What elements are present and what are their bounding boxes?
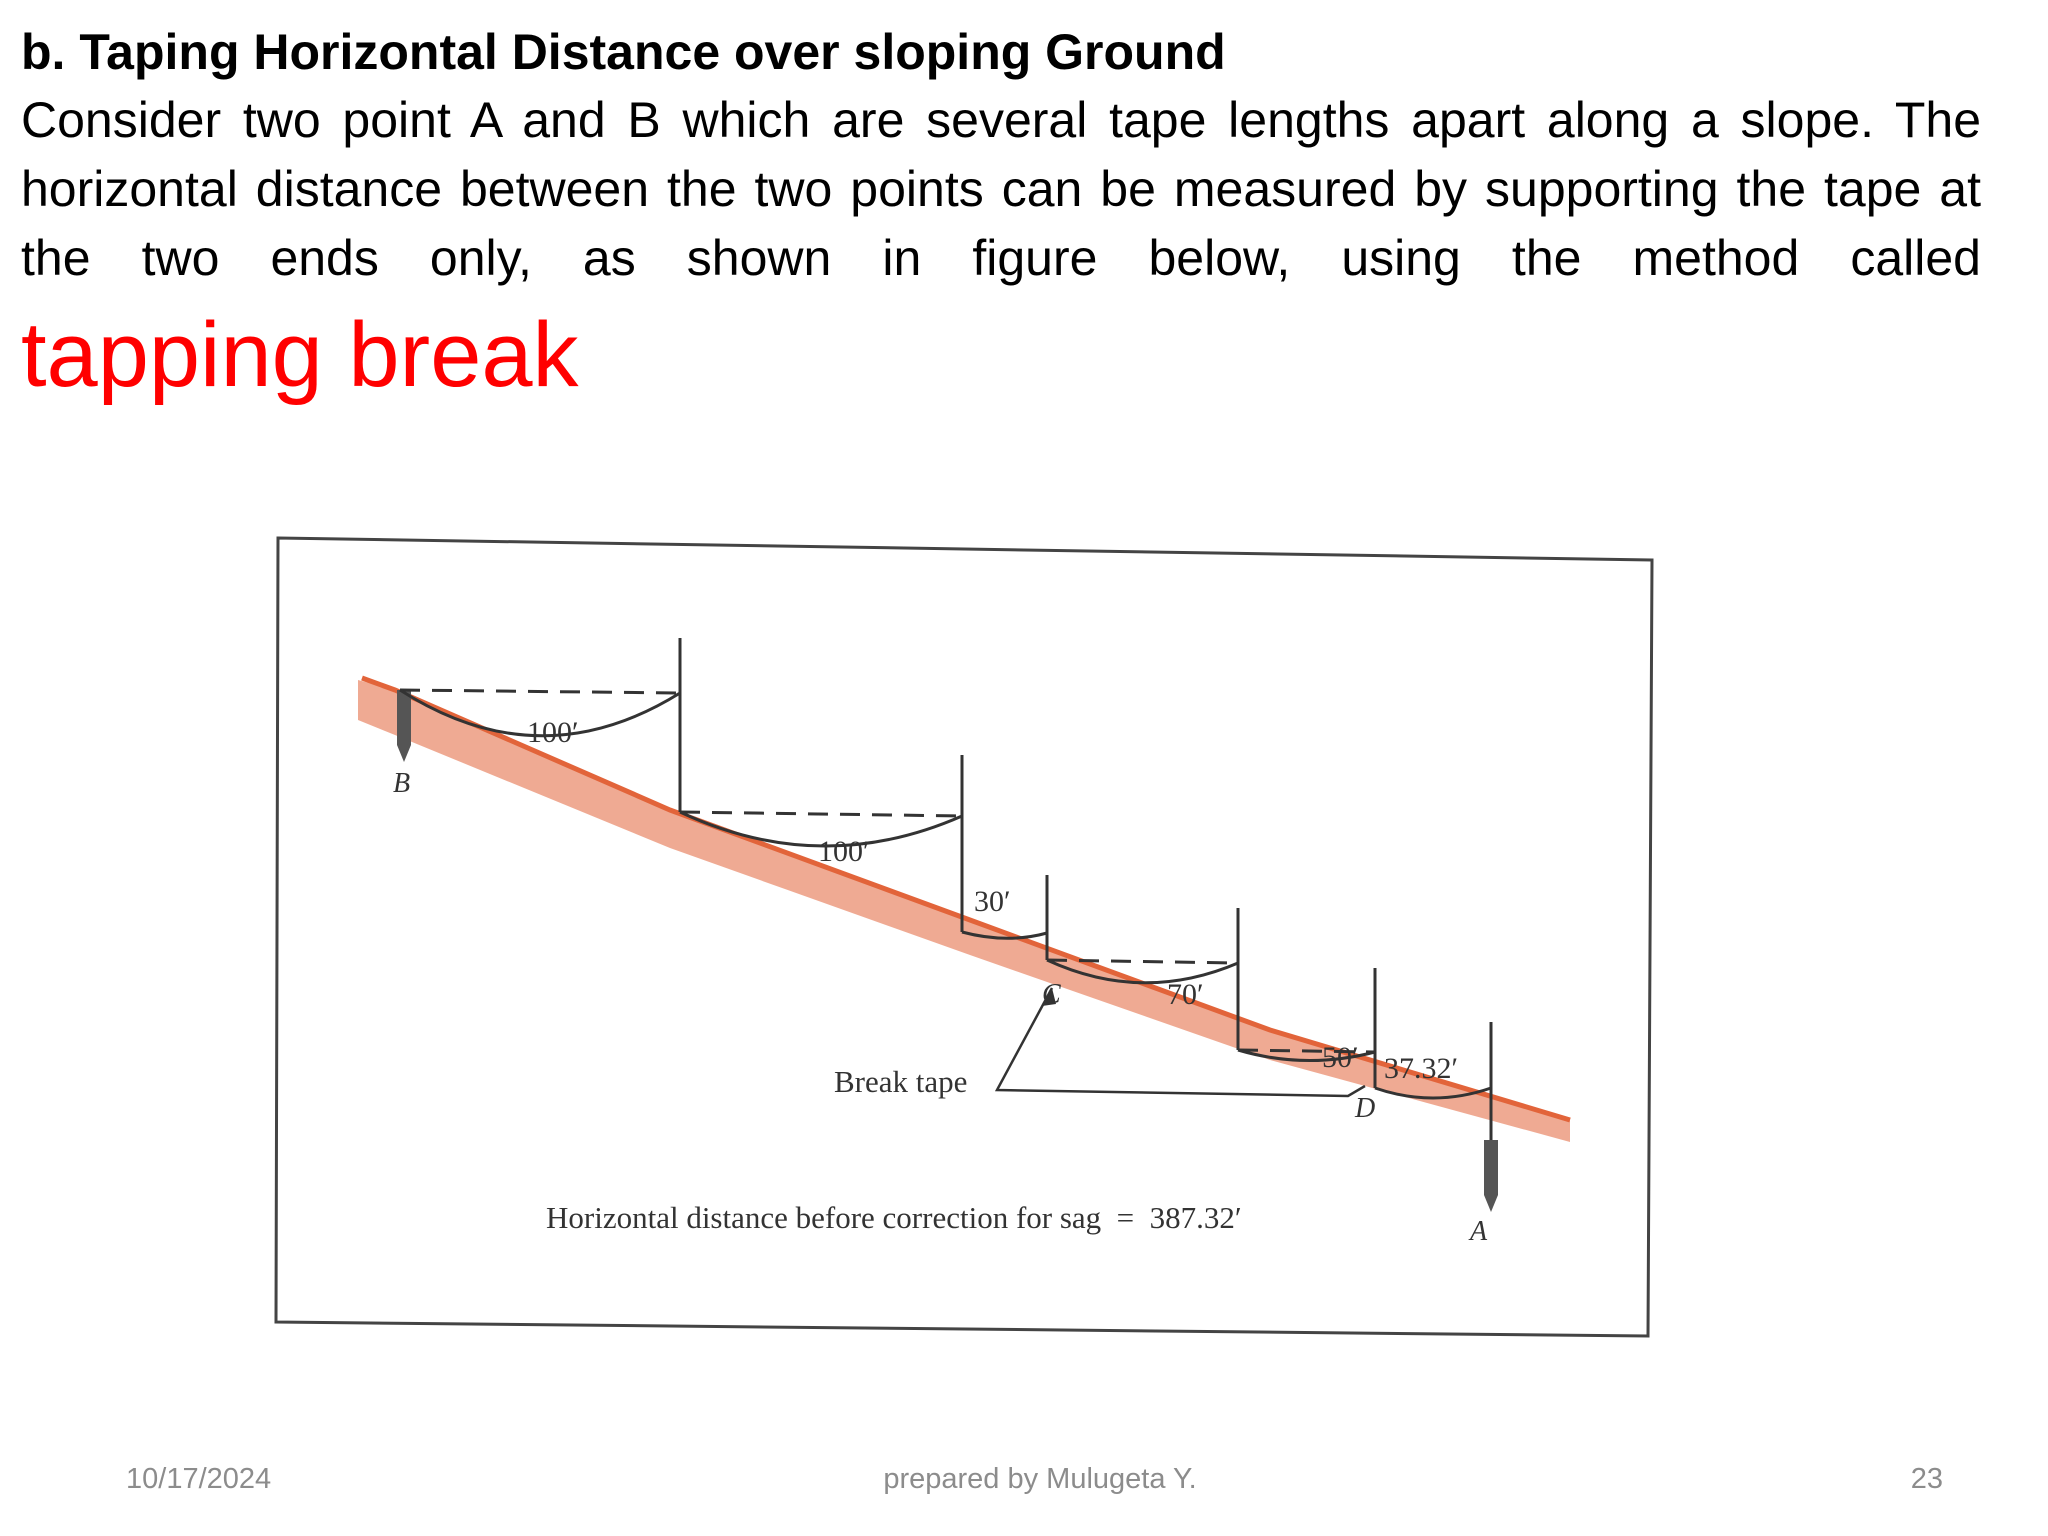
taping-diagram xyxy=(270,530,1660,1360)
stake-a-icon xyxy=(1484,1140,1498,1212)
segment-label-5: 50′ xyxy=(1322,1041,1359,1074)
break-tape-label: Break tape xyxy=(834,1064,968,1099)
taping-figure xyxy=(270,530,1660,1360)
footer-author: prepared by Mulugeta Y. xyxy=(883,1463,1197,1495)
point-label-c: C xyxy=(1042,979,1061,1010)
segment-label-1: 100′ xyxy=(527,716,579,749)
point-label-a: A xyxy=(1470,1216,1488,1247)
segment-label-6: 37.32′ xyxy=(1384,1052,1459,1085)
segment-label-2: 100′ xyxy=(818,835,870,868)
point-label-b: B xyxy=(393,768,411,799)
segment-label-3: 30′ xyxy=(974,885,1011,918)
body-paragraph: Consider two point A and B which are several tape lengths apart along a slope. The horizontal distance between the two points can be measured by supporting the tape at the two ends only, as shown in figure below, using the method called xyxy=(21,92,1981,286)
method-name-highlight: tapping break xyxy=(21,304,579,406)
stake-b-icon xyxy=(397,690,411,762)
slide-title: b. Taping Horizontal Distance over sloping Ground xyxy=(21,24,1226,80)
segment-label-4: 70′ xyxy=(1167,978,1204,1011)
point-label-d: D xyxy=(1355,1093,1376,1124)
page-number: 23 xyxy=(1910,1463,1943,1495)
figure-caption: Horizontal distance before correction for sag = 387.32′ xyxy=(546,1200,1242,1235)
footer-date: 10/17/2024 xyxy=(126,1463,272,1495)
